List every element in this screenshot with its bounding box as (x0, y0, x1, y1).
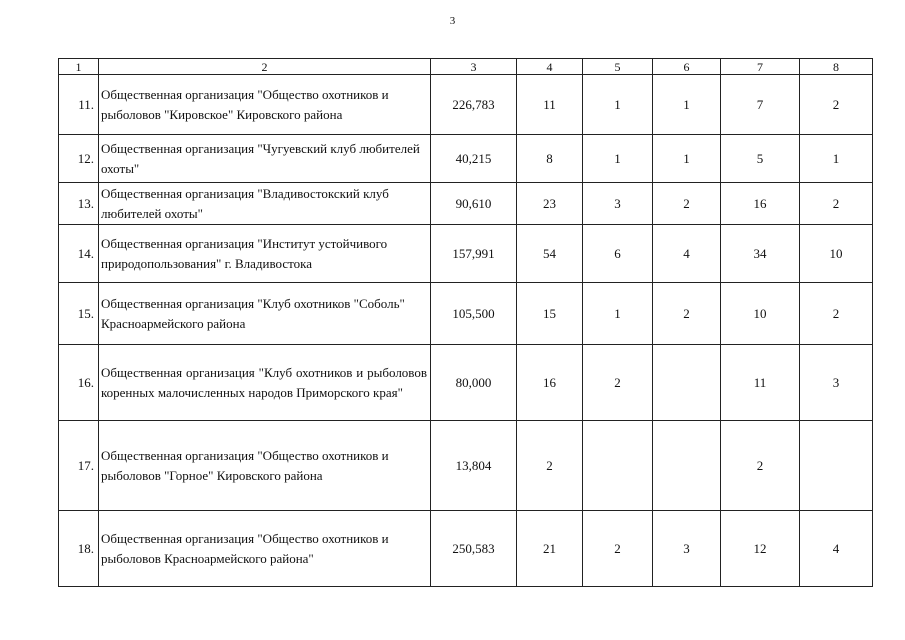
row-number: 16. (59, 345, 99, 421)
table-row (59, 283, 873, 345)
column-header: 7 (721, 59, 800, 75)
organization-name: Общественная организация "Владивостокский клуб любителей охоты" (99, 183, 431, 225)
organization-name: Общественная организация "Чугуевский клуб любителей охоты" (99, 135, 431, 183)
cell-col-5: 1 (583, 283, 653, 345)
organization-name: Общественная организация "Клуб охотников "Соболь" Красноармейского района (99, 283, 431, 345)
cell-col-8: 2 (800, 75, 873, 135)
cell-col-7: 16 (721, 183, 800, 225)
cell-col-7: 2 (721, 421, 800, 511)
row-number: 14. (59, 225, 99, 283)
cell-col-8: 4 (800, 511, 873, 587)
cell-col-5: 2 (583, 511, 653, 587)
cell-col-5: 1 (583, 135, 653, 183)
cell-col-6 (653, 421, 721, 511)
cell-col-8: 2 (800, 183, 873, 225)
cell-col-5: 1 (583, 75, 653, 135)
organization-name: Общественная организация "Общество охотников и рыболовов Красноармейского района" (99, 511, 431, 587)
cell-col-6: 2 (653, 183, 721, 225)
cell-col-8: 1 (800, 135, 873, 183)
organization-name: Общественная организация "Общество охотников и рыболовов "Горное" Кировского района (99, 421, 431, 511)
table-row (59, 135, 873, 183)
table-row (59, 511, 873, 587)
row-number: 17. (59, 421, 99, 511)
cell-col-3: 250,583 (431, 511, 517, 587)
column-header: 6 (653, 59, 721, 75)
cell-col-3: 226,783 (431, 75, 517, 135)
column-header: 1 (59, 59, 99, 75)
cell-col-6: 2 (653, 283, 721, 345)
cell-col-4: 21 (517, 511, 583, 587)
row-number: 11. (59, 75, 99, 135)
cell-col-6: 1 (653, 75, 721, 135)
cell-col-4: 23 (517, 183, 583, 225)
column-header: 2 (99, 59, 431, 75)
table-row (59, 75, 873, 135)
table-row (59, 345, 873, 421)
cell-col-5 (583, 421, 653, 511)
table-header-row (59, 59, 873, 75)
cell-col-4: 8 (517, 135, 583, 183)
cell-col-3: 105,500 (431, 283, 517, 345)
cell-col-6: 4 (653, 225, 721, 283)
cell-col-6: 1 (653, 135, 721, 183)
row-number: 12. (59, 135, 99, 183)
cell-col-8: 10 (800, 225, 873, 283)
cell-col-7: 12 (721, 511, 800, 587)
cell-col-4: 54 (517, 225, 583, 283)
cell-col-3: 90,610 (431, 183, 517, 225)
column-header: 5 (583, 59, 653, 75)
cell-col-4: 15 (517, 283, 583, 345)
cell-col-7: 11 (721, 345, 800, 421)
data-table (58, 58, 873, 587)
cell-col-8 (800, 421, 873, 511)
cell-col-5: 2 (583, 345, 653, 421)
cell-col-3: 157,991 (431, 225, 517, 283)
column-header: 3 (431, 59, 517, 75)
cell-col-7: 7 (721, 75, 800, 135)
column-header: 8 (800, 59, 873, 75)
cell-col-4: 2 (517, 421, 583, 511)
cell-col-3: 80,000 (431, 345, 517, 421)
cell-col-6 (653, 345, 721, 421)
cell-col-4: 11 (517, 75, 583, 135)
organization-name: Общественная организация "Общество охотников и рыболовов "Кировское" Кировского района (99, 75, 431, 135)
cell-col-7: 10 (721, 283, 800, 345)
row-number: 13. (59, 183, 99, 225)
cell-col-4: 16 (517, 345, 583, 421)
table-row (59, 183, 873, 225)
cell-col-5: 3 (583, 183, 653, 225)
organization-name: Общественная организация "Институт устойчивого природопользования" г. Владивостока (99, 225, 431, 283)
cell-col-8: 3 (800, 345, 873, 421)
cell-col-3: 40,215 (431, 135, 517, 183)
organization-name: Общественная организация "Клуб охотников и рыболовов коренных малочисленных народов Приморского края" (99, 345, 431, 421)
cell-col-3: 13,804 (431, 421, 517, 511)
table-row (59, 421, 873, 511)
cell-col-7: 34 (721, 225, 800, 283)
cell-col-6: 3 (653, 511, 721, 587)
cell-col-5: 6 (583, 225, 653, 283)
row-number: 18. (59, 511, 99, 587)
page-number: 3 (449, 15, 456, 27)
table-row (59, 225, 873, 283)
cell-col-8: 2 (800, 283, 873, 345)
column-header: 4 (517, 59, 583, 75)
row-number: 15. (59, 283, 99, 345)
cell-col-7: 5 (721, 135, 800, 183)
